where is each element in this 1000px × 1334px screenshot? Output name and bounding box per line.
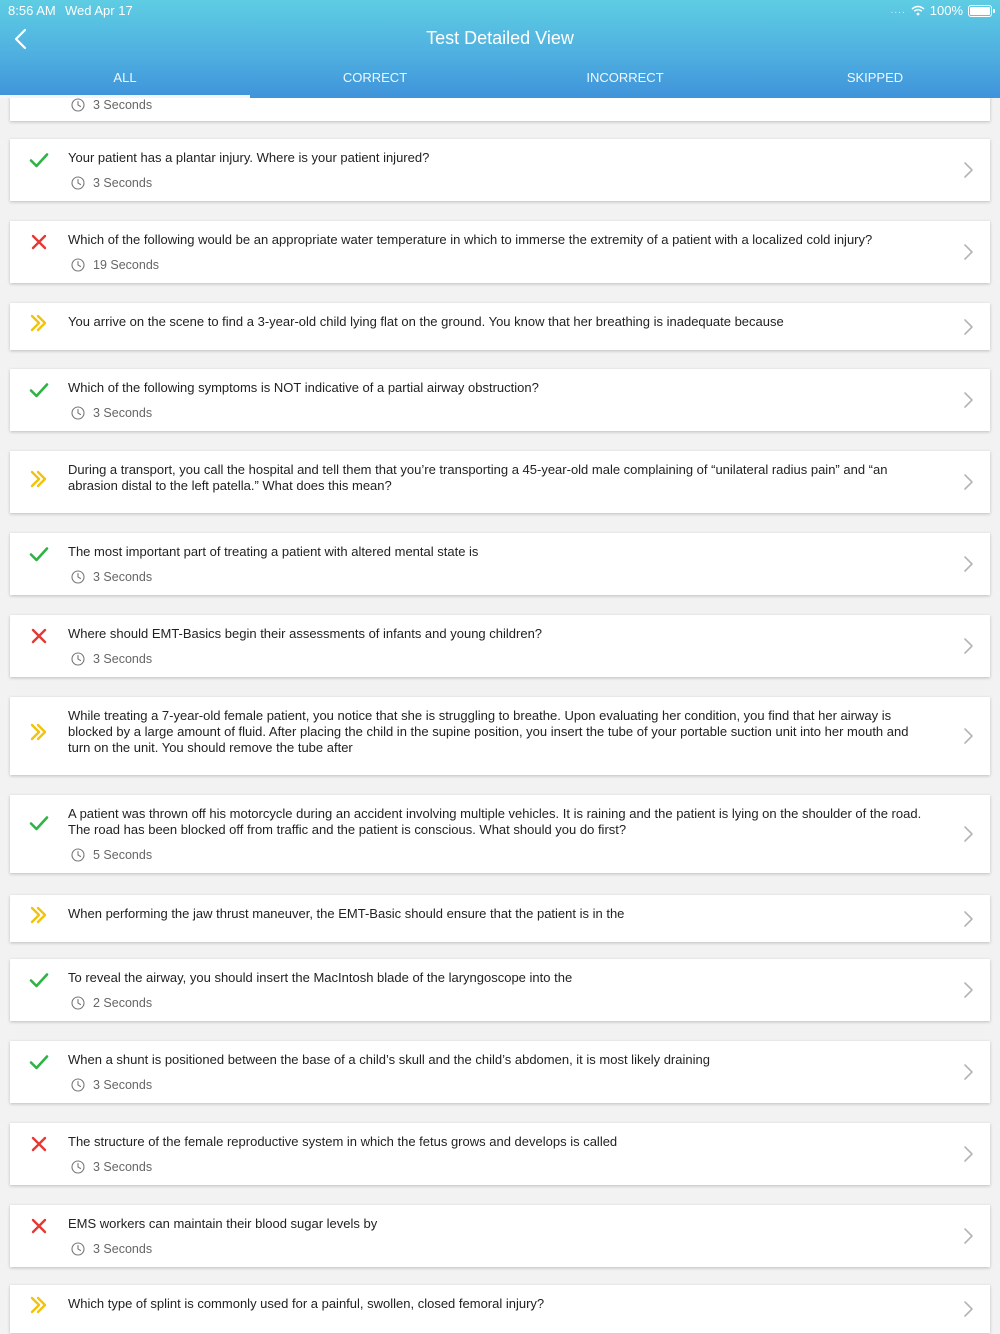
question-row[interactable]	[10, 451, 990, 513]
time-label: 19 Seconds	[93, 258, 160, 272]
time-spent	[71, 176, 152, 190]
chevron-right-icon[interactable]	[962, 318, 974, 336]
clock-icon	[71, 406, 85, 420]
question-text: The structure of the female reproductive system in which the fetus grows and develops is called	[68, 1134, 618, 1149]
status-bar	[0, 0, 1000, 20]
checkmark-icon	[29, 970, 49, 990]
time-spent	[71, 570, 152, 584]
double-chevron-icon	[29, 722, 49, 742]
question-text: Where should EMT-Basics begin their assessments of infants and young children?	[68, 626, 543, 641]
double-chevron-icon	[29, 905, 49, 925]
question-row[interactable]	[10, 795, 990, 873]
question-text: When a shunt is positioned between the base of a child’s skull and the child’s abdomen, it is most likely draining	[68, 1052, 710, 1067]
question-text: When performing the jaw thrust maneuver, the EMT-Basic should ensure that the patient is in the	[68, 906, 625, 921]
header	[0, 0, 1000, 98]
time-spent	[71, 98, 152, 112]
question-text: Which of the following symptoms is NOT indicative of a partial airway obstruction?	[68, 380, 539, 395]
tab-incorrect[interactable]: INCORRECT	[586, 70, 664, 85]
time-spent	[71, 996, 152, 1010]
chevron-right-icon[interactable]	[962, 555, 974, 573]
question-row[interactable]	[10, 139, 990, 201]
time-spent	[71, 406, 152, 420]
signal-icon: ....	[890, 5, 906, 16]
question-row[interactable]	[10, 1285, 990, 1333]
chevron-right-icon[interactable]	[962, 1227, 974, 1245]
checkmark-icon	[29, 813, 49, 833]
question-text: Which of the following would be an appropriate water temperature in which to immerse the extremity of a patient with a localized cold injury?	[68, 232, 873, 247]
status-time: 8:56 AM	[8, 3, 56, 18]
chevron-right-icon[interactable]	[962, 910, 974, 928]
question-row[interactable]	[10, 303, 990, 350]
question-text: You arrive on the scene to find a 3-year-old child lying flat on the ground. You know that her breathing is inadequate because	[68, 314, 784, 329]
time-spent	[71, 1160, 152, 1174]
question-text: Your patient has a plantar injury. Where is your patient injured?	[68, 150, 430, 165]
time-label: 3 Seconds	[93, 570, 153, 584]
question-row[interactable]	[10, 533, 990, 595]
time-label: 3 Seconds	[93, 1078, 153, 1092]
chevron-right-icon[interactable]	[962, 981, 974, 999]
chevron-right-icon[interactable]	[962, 1063, 974, 1081]
question-text: A patient was thrown off his motorcycle during an accident involving multiple vehicles. It is raining and the patient is lying on the shoulder of the road. The road has been blocked off from traffic and the patient is conscious. What should you do first?	[68, 806, 922, 837]
chevron-right-icon[interactable]	[962, 825, 974, 843]
time-spent	[71, 652, 152, 666]
clock-icon	[71, 848, 85, 862]
tab-all[interactable]: ALL	[0, 66, 250, 98]
chevron-right-icon[interactable]	[962, 473, 974, 491]
time-label: 3 Seconds	[93, 406, 153, 420]
question-row[interactable]	[10, 615, 990, 677]
wifi-icon	[911, 5, 925, 16]
time-label: 2 Seconds	[93, 996, 153, 1010]
time-label: 5 Seconds	[93, 848, 153, 862]
question-text: EMS workers can maintain their blood sugar levels by	[68, 1216, 378, 1231]
clock-icon	[71, 98, 85, 112]
chevron-right-icon[interactable]	[962, 243, 974, 261]
clock-icon	[71, 570, 85, 584]
chevron-right-icon[interactable]	[962, 1300, 974, 1318]
checkmark-icon	[29, 150, 49, 170]
question-text: Which type of splint is commonly used for a painful, swollen, closed femoral injury?	[68, 1296, 545, 1311]
question-row[interactable]	[10, 1205, 990, 1267]
battery-icon	[968, 5, 992, 17]
battery-percent: 100%	[929, 3, 963, 18]
tab-skipped[interactable]: SKIPPED	[846, 70, 904, 85]
double-chevron-icon	[29, 313, 49, 333]
cross-icon	[29, 1216, 49, 1236]
question-text: To reveal the airway, you should insert the MacIntosh blade of the laryngoscope into the	[68, 970, 573, 985]
status-indicators	[891, 3, 992, 18]
time-spent	[71, 1242, 152, 1256]
time-label: 3 Seconds	[93, 98, 153, 112]
question-row[interactable]	[10, 1041, 990, 1103]
time-label: 3 Seconds	[93, 1242, 153, 1256]
clock-icon	[71, 652, 85, 666]
question-row[interactable]	[10, 959, 990, 1021]
question-row[interactable]	[10, 895, 990, 942]
time-label: 3 Seconds	[93, 1160, 153, 1174]
time-spent	[71, 848, 152, 862]
cross-icon	[29, 232, 49, 252]
question-text: While treating a 7-year-old female patient, you notice that she is struggling to breathe. Upon evaluating her condition, you find that her airway is blocked by a large amount of fluid. After placing the child in the supine position, you insert the tube of your portable suction unit into her mouth and turn on the unit. You should remove the tube after	[68, 708, 909, 755]
question-row[interactable]	[10, 1123, 990, 1185]
time-spent	[71, 1078, 152, 1092]
page-title: Test Detailed View	[426, 28, 574, 48]
double-chevron-icon	[29, 1295, 49, 1315]
tab-bar	[0, 66, 1000, 98]
clock-icon	[71, 1078, 85, 1092]
chevron-right-icon[interactable]	[962, 391, 974, 409]
question-text: The most important part of treating a patient with altered mental state is	[68, 544, 479, 559]
chevron-right-icon[interactable]	[962, 161, 974, 179]
tab-correct[interactable]: CORRECT	[342, 70, 408, 85]
question-text: During a transport, you call the hospital and tell them that you’re transporting a 45-year-old male complaining of “unilateral radius pain” and “an abrasion distal to the left patella.” What does this mean?	[68, 462, 888, 493]
clock-icon	[71, 176, 85, 190]
question-row[interactable]	[10, 697, 990, 775]
question-row[interactable]	[10, 369, 990, 431]
chevron-right-icon[interactable]	[962, 727, 974, 745]
time-label: 3 Seconds	[93, 652, 153, 666]
chevron-right-icon[interactable]	[962, 637, 974, 655]
time-label: 3 Seconds	[93, 176, 153, 190]
clock-icon	[71, 996, 85, 1010]
chevron-right-icon[interactable]	[962, 1145, 974, 1163]
question-row[interactable]	[10, 221, 990, 283]
checkmark-icon	[29, 1052, 49, 1072]
clock-icon	[71, 258, 85, 272]
double-chevron-icon	[29, 469, 49, 489]
cross-icon	[29, 626, 49, 646]
status-date: Wed Apr 17	[65, 3, 133, 18]
time-spent	[71, 258, 159, 272]
checkmark-icon	[29, 380, 49, 400]
clock-icon	[71, 1160, 85, 1174]
cross-icon	[29, 1134, 49, 1154]
clock-icon	[71, 1242, 85, 1256]
checkmark-icon	[29, 544, 49, 564]
